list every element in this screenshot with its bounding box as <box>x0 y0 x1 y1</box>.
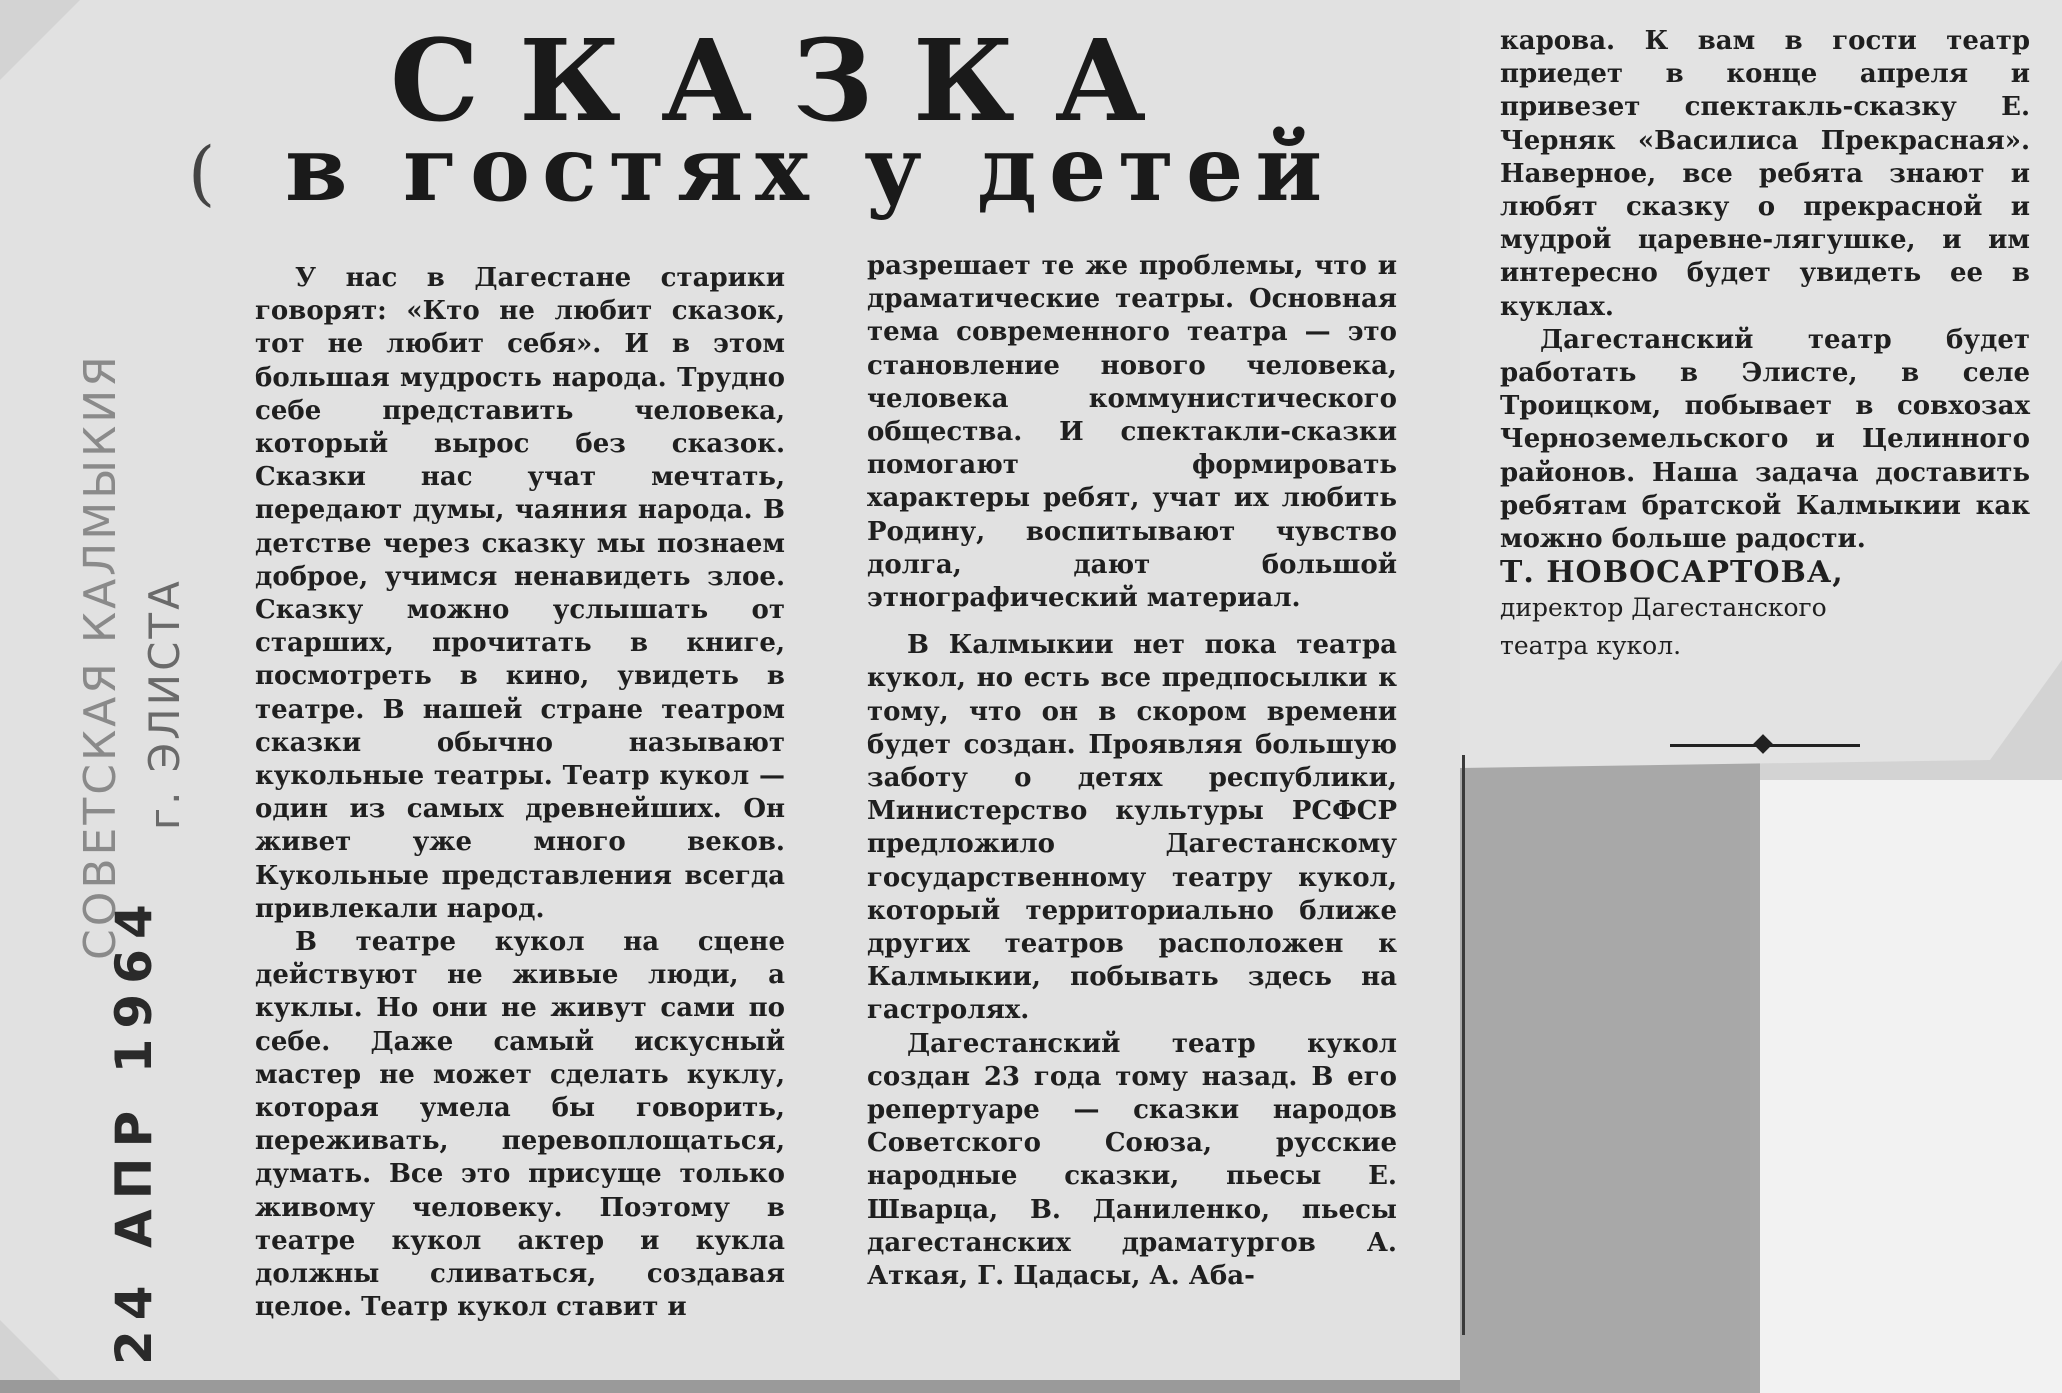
background-gray-area <box>1460 760 1760 1393</box>
ornament-diamond-icon <box>1753 734 1773 754</box>
article-subtitle: в гостях у детей <box>285 116 1335 222</box>
paragraph: В Калмыкии нет пока театра кукол, но есть все предпосылки к тому, что он в скором времени будет создан. Проявляя большую заботу о детях республики, Министерство культуры РСФСР предложило Дагестанскому государственному театру кукол, который территориально ближе других театров расположен к Калмыкии, побывать здесь на гастролях. <box>867 630 1397 1026</box>
article-title: СКАЗКА <box>390 16 1187 147</box>
author-name: Т. НОВОСАРТОВА, <box>1500 555 1844 591</box>
column-rule <box>1462 755 1465 1335</box>
article-column-2 <box>867 250 1397 1293</box>
stamp-date: 24 АПР 1964 <box>105 894 163 1365</box>
article-column-3 <box>1500 25 2030 665</box>
end-ornament <box>1670 733 1860 757</box>
paragraph: Дагестанский театр будет работать в Элисте, в селе Троицком, побывает в совхозах Черноземельского и Целинного районов. Наша задача доставить ребятам братской Калмыкии как можно больше радости. <box>1500 324 2030 555</box>
paragraph: разрешает те же проблемы, что и драматические театры. Основная тема современного театра — это становление нового человека, человека коммунистического общества. И спектакли-сказки помогают формировать характеры ребят, учат их любить Родину, воспитывают чувство долга, дают большой этнографический материал. <box>867 251 1397 614</box>
archive-stamp <box>55 353 189 1370</box>
author-role <box>1500 589 2030 665</box>
author-role-line: директор Дагестанского <box>1500 593 1827 623</box>
author-role-line: театра кукол. <box>1500 631 1682 661</box>
paragraph: У нас в Дагестане старики говорят: «Кто не любит сказок, тот не любит себя». И в этом большая мудрость народа. Трудно себе представить человека, который вырос без сказок. Сказки нас учат мечтать, передают думы, чаяния народа. В детстве через сказку мы познаем доброе, учимся ненавидеть злое. Сказку можно услышать от старших, прочитать в книге, посмотреть в кино, увидеть в театре. В нашей стране театром сказки обычно называют кукольные театры. Театр кукол — один из самых древнейших. Он живет уже много веков. Кукольные представления всегда привлекали народ. <box>255 263 785 924</box>
paragraph: Дагестанский театр кукол создан 23 года тому назад. В его репертуаре — сказки народов Советского Союза, русские народные сказки, пьесы Е. Шварца, В. Даниленко, пьесы дагестанских драматургов А. Аткая, Г. Цадасы, А. Аба- <box>867 1028 1397 1292</box>
margin-handwritten-mark: ( <box>188 132 216 214</box>
article-column-1 <box>255 262 785 1325</box>
stamp-publication: СОВЕТСКАЯ КАЛМЫКИЯ <box>75 353 126 960</box>
paragraph: В театре кукол на сцене действуют не живые люди, а куклы. Но они не живут сами по себе. Даже самый искусный мастер не может сделать куклу, которая умела бы говорить, переживать, перевоплощаться, думать. Все это присуще только живому человеку. Поэтому в театре кукол актер и кукла должны сливаться, создавая целое. Театр кукол ставит и <box>255 927 785 1323</box>
background-bottom-strip <box>0 1380 1460 1393</box>
stamp-city: г. ЭЛИСТА <box>140 578 189 830</box>
paragraph: карова. К вам в гости театр приедет в конце апреля и привезет спектакль-сказку Е. Черняк «Василиса Прекрасная». Наверное, все ребята знают и любят сказку о прекрасной и мудрой царевне-лягушке, и им интересно будет увидеть ее в куклах. <box>1500 26 2030 322</box>
